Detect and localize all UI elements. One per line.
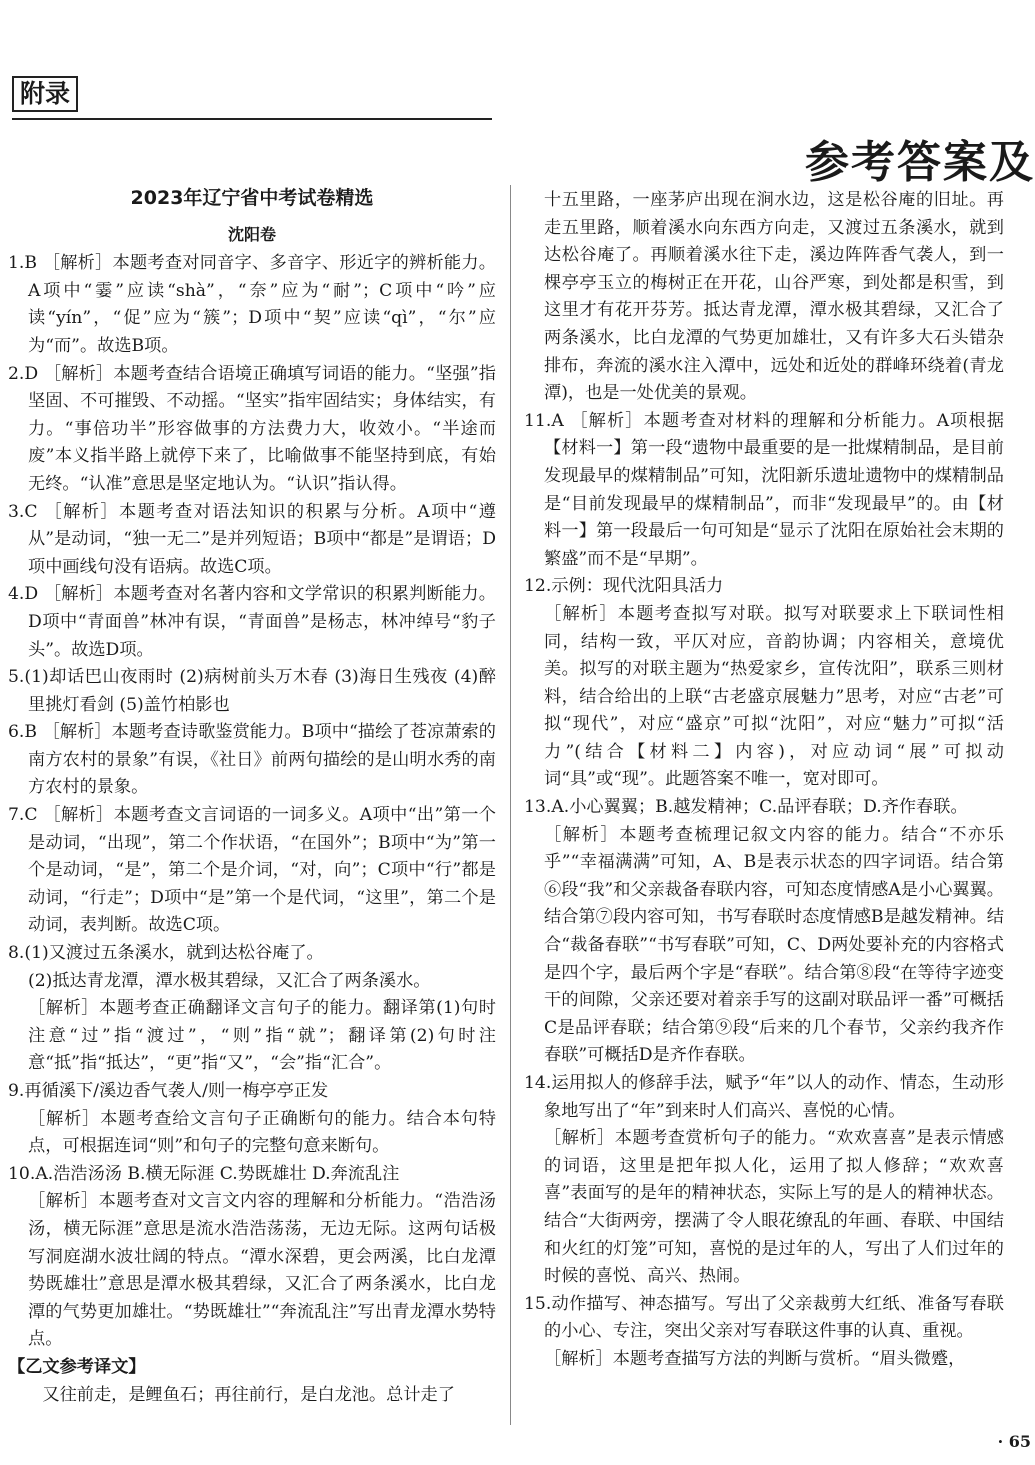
- translation-continued: 十五里路，一座茅庐出现在涧水边，这是松谷庵的旧址。再走五里路，顺着溪水向东西方向走，又渡过五条溪水，就到达松谷庵了。再顺着溪水往下走，溪边阵阵香气袭人，到一棵亭亭玉立的梅树正在开花，山谷严寒，到处都是积雪，到这里才有花开芬芳。抵达青龙潭，潭水极其碧绿，又汇合了两条溪水，比白龙潭的气势更加雄壮，又有许多大石头错杂排布，奔流的溪水注入潭中，远处和近处的群峰环绕着(青龙潭)，也是一处优美的景观。: [544, 190, 1004, 404]
- answer-item-13: 13.A.小心翼翼；B.越发精神；C.品评春联；D.齐作春联。: [524, 797, 968, 818]
- left-column: [8, 185, 496, 1409]
- answer-item-3: 3.C ［解析］本题考查对语法知识的积累与分析。A项中“遵从”是动词，“独一无二”是并列短语；B项中“都是”是谓语；D项中画线句没有语病。故选C项。: [8, 501, 496, 577]
- translation-heading: 【乙文参考译文】: [8, 1356, 146, 1377]
- answer-item-13-analysis: ［解析］本题考查梳理记叙文内容的能力。结合“不亦乐乎”“幸福满满”可知，A、B是表示状态的四字词语。结合第⑥段“我”和父亲裁备春联内容，可知态度情感A是小心翼翼。结合第⑦段内容可知，书写春联时态度情感B是越发精神。结合“裁备春联”“书写春联”可知，C、D两处要补充的内容格式是四个字，最后两个字是“春联”。结合第⑧段“在等待字迹变干的间隙，父亲还要对着亲手写的这副对联品评一番”可概括C是品评春联；结合第⑨段“后来的几个春节，父亲约我齐作春联”可概括D是齐作春联。: [544, 824, 1004, 1066]
- answer-item-4: 4.D ［解析］本题考查对名著内容和文学常识的积累判断能力。D项中“青面兽”林冲有误，“青面兽”是杨志，林冲绰号“豹子头”。故选D项。: [8, 584, 496, 660]
- answer-item-8-analysis: ［解析］本题考查正确翻译文言句子的能力。翻译第(1)句时注意“过”指“渡过”，“则”指“就”；翻译第(2)句时注意“抵”指“抵达”，“更”指“又”，“会”指“汇合”。: [28, 998, 496, 1074]
- answer-item-12-analysis: ［解析］本题考查拟写对联。拟写对联要求上下联词性相同，结构一致，平仄对应，音韵协调；内容相关，意境优美。拟写的对联主题为“热爱家乡，宣传沈阳”，联系三则材料，结合给出的上联“古老盛京展魅力”思考，对应“古老”可拟“现代”，对应“盛京”可拟“沈阳”，对应“魅力”可拟“活力”(结合【材料二】内容)，对应动词“展”可拟动词“具”或“现”。此题答案不唯一，宽对即可。: [544, 603, 1004, 790]
- answer-item-1: 1.B ［解析］本题考查对同音字、多音字、形近字的辨析能力。A项中“霎”应读“shà”，“奈”应为“耐”；C项中“吟”应读“yín”，“促”应为“簇”；D项中“契”应读“qì”，“尔”应为“而”。故选B项。: [8, 253, 496, 356]
- answer-item-15-analysis: ［解析］本题考查描写方法的判断与赏析。“眉头微蹙，: [544, 1348, 966, 1369]
- answer-item-10: 10.A.浩浩汤汤 B.横无际涯 C.势既雄壮 D.奔流乱注: [8, 1163, 400, 1184]
- answer-item-14: 14.运用拟人的修辞手法，赋予“年”以人的动作、情态，生动形象地写出了“年”到来时人们高兴、喜悦的心情。: [524, 1073, 1004, 1121]
- answer-item-9-analysis: ［解析］本题考查给文言句子正确断句的能力。结合本句特点，可根据连词“则”和句子的完整句意来断句。: [28, 1108, 496, 1157]
- answer-item-10-analysis: ［解析］本题考查对文言文内容的理解和分析能力。“浩浩汤汤，横无际涯”意思是流水浩浩荡荡，无边无际。这两句话极写洞庭湖水波壮阔的特点。“潭水深碧，更会两溪，比白龙潭势既雄壮”意思是潭水极其碧绿，又汇合了两条溪水，比白龙潭的气势更加雄壮。“势既雄壮”“奔流乱注”写出青龙潭水势特点。: [28, 1191, 496, 1350]
- answer-item-6: 6.B ［解析］本题考查诗歌鉴赏能力。B项中“描绘了苍凉萧索的南方农村的景象”有误，《社日》前两句描绘的是山明水秀的南方农村的景象。: [8, 722, 496, 798]
- answer-item-12: 12.示例：现代沈阳具活力: [524, 576, 724, 597]
- answer-item-8: 8.(1)又渡过五条溪水，就到达松谷庵了。: [8, 943, 324, 964]
- sub-title: 沈阳卷: [227, 224, 276, 244]
- answer-item-8-part2: (2)抵达青龙潭，潭水极其碧绿，又汇合了两条溪水。: [28, 970, 431, 991]
- answer-item-14-analysis: ［解析］本题考查赏析句子的能力。“欢欢喜喜”是表示情感的词语，这里是把年拟人化，运用了拟人修辞；“欢欢喜喜”表面写的是年的精神状态，实际上写的是人的精神状态。结合“大街两旁，摆满了令人眼花缭乱的年画、春联、中国结和火红的灯笼”可知，喜悦的是过年的人，写出了人们过年的时候的喜悦、高兴、热闹。: [544, 1128, 1004, 1287]
- answer-item-15: 15.动作描写、神态描写。写出了父亲裁剪大红纸、准备写春联的小心、专注，突出父亲对写春联这件事的认真、重视。: [524, 1293, 1004, 1342]
- section-title: 2023年辽宁省中考试卷精选: [130, 187, 374, 209]
- appendix-tag: 附录: [12, 76, 78, 112]
- answer-item-7: 7.C ［解析］本题考查文言词语的一词多义。A项中“出”第一个是动词，“出现”，第二个作状语，“在国外”；B项中“为”第一个是动词，“是”，第二个是介词，“对，向”；C项中“行”都是动词，“行走”；D项中“是”第一个是代词，“这里”，第二个是动词，表判断。故选C项。: [8, 805, 496, 936]
- answer-item-2: 2.D ［解析］本题考查结合语境正确填写词语的能力。“坚强”指坚固、不可摧毁、不动摇。“坚实”指牢固结实；身体结实，有力。“事倍功半”形容做事的方法费力大，收效小。“半途而废”本义指半路上就停下来了，比喻做事不能坚持到底，有始无终。“认准”意思是坚定地认为。“认识”指认得。: [8, 363, 496, 494]
- right-column: [524, 187, 1004, 1374]
- column-divider: [510, 185, 511, 1425]
- answer-item-11: 11.A ［解析］本题考查对材料的理解和分析能力。A项根据【材料一】第一段“遗物中最重要的是一批煤精制品，是目前发现最早的煤精制品”可知，沈阳新乐遗址遗物中的煤精制品是“目前发现最早的煤精制品”，而非“发现最早”的。由【材料一】第一段最后一句可知是“显示了沈阳在原始社会末期的繁盛”而不是“早期”。: [524, 410, 1004, 569]
- answer-item-5: 5.(1)却话巴山夜雨时 (2)病树前头万木春 (3)海日生残夜 (4)醉里挑灯看剑 (5)盖竹柏影也: [8, 667, 496, 715]
- header-rule: [12, 118, 492, 120]
- answer-item-9: 9.再循溪下/溪边香气袭人/则一梅亭亭正发: [8, 1081, 329, 1101]
- page-title: 参考答案及: [805, 137, 1035, 188]
- translation-text: 又往前走，是鲤鱼石；再往前行，是白龙池。总计走了: [42, 1384, 455, 1405]
- page-number: · 65: [997, 1432, 1031, 1451]
